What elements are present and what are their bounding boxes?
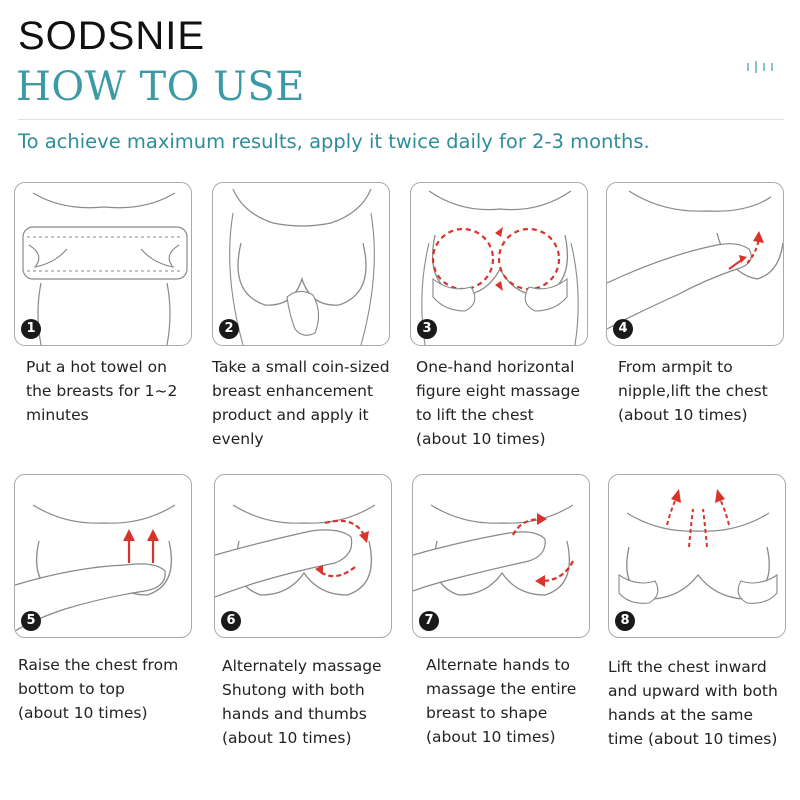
step-illustration-1 [14,182,192,346]
step-illustration-6 [214,474,392,638]
page-title: HOW TO USE [16,64,306,110]
usage-instruction: To achieve maximum results, apply it twice daily for 2-3 months. [18,130,650,153]
step-number-badge: 1 [21,319,41,339]
step-illustration-4 [606,182,784,346]
step-number-badge: 4 [613,319,633,339]
towel-on-chest-illustration [15,183,192,346]
step-number-badge: 8 [615,611,635,631]
step-illustration-2 [212,182,390,346]
step-illustration-8 [608,474,786,638]
step-number-badge: 5 [21,611,41,631]
apply-cream-illustration [213,183,390,346]
step-number-badge: 7 [419,611,439,631]
decorative-bars-icon [746,60,776,74]
step-caption-4: From armpit to nipple,lift the chest (about 10 times) [618,358,768,424]
step-illustration-5 [14,474,192,638]
step-caption-1: Put a hot towel on the breasts for 1~2 minutes [26,358,178,424]
raise-chest-illustration [15,475,192,638]
brand-name: SODSNIE [18,14,206,58]
alternate-hands-illustration [413,475,590,638]
step-caption-2: Take a small coin-sized breast enhancement product and apply it evenly [212,358,390,448]
step-number-badge: 6 [221,611,241,631]
step-caption-5: Raise the chest from bottom to top (about 10 times) [18,656,179,722]
step-illustration-3 [410,182,588,346]
thumb-massage-illustration [215,475,392,638]
lift-inward-upward-illustration [609,475,786,638]
step-number-badge: 3 [417,319,437,339]
armpit-to-nipple-illustration [607,183,784,346]
step-illustration-7 [412,474,590,638]
step-number-badge: 2 [219,319,239,339]
figure-eight-massage-illustration [411,183,588,346]
header-divider [18,119,784,120]
step-caption-7: Alternate hands to massage the entire breast to shape (about 10 times) [426,656,577,746]
step-caption-3: One-hand horizontal figure eight massage to lift the chest (about 10 times) [416,358,581,448]
step-caption-8: Lift the chest inward and upward with both hands at the same time (about 10 times) [608,658,778,748]
step-caption-6: Alternately massage Shutong with both hands and thumbs (about 10 times) [222,657,382,747]
